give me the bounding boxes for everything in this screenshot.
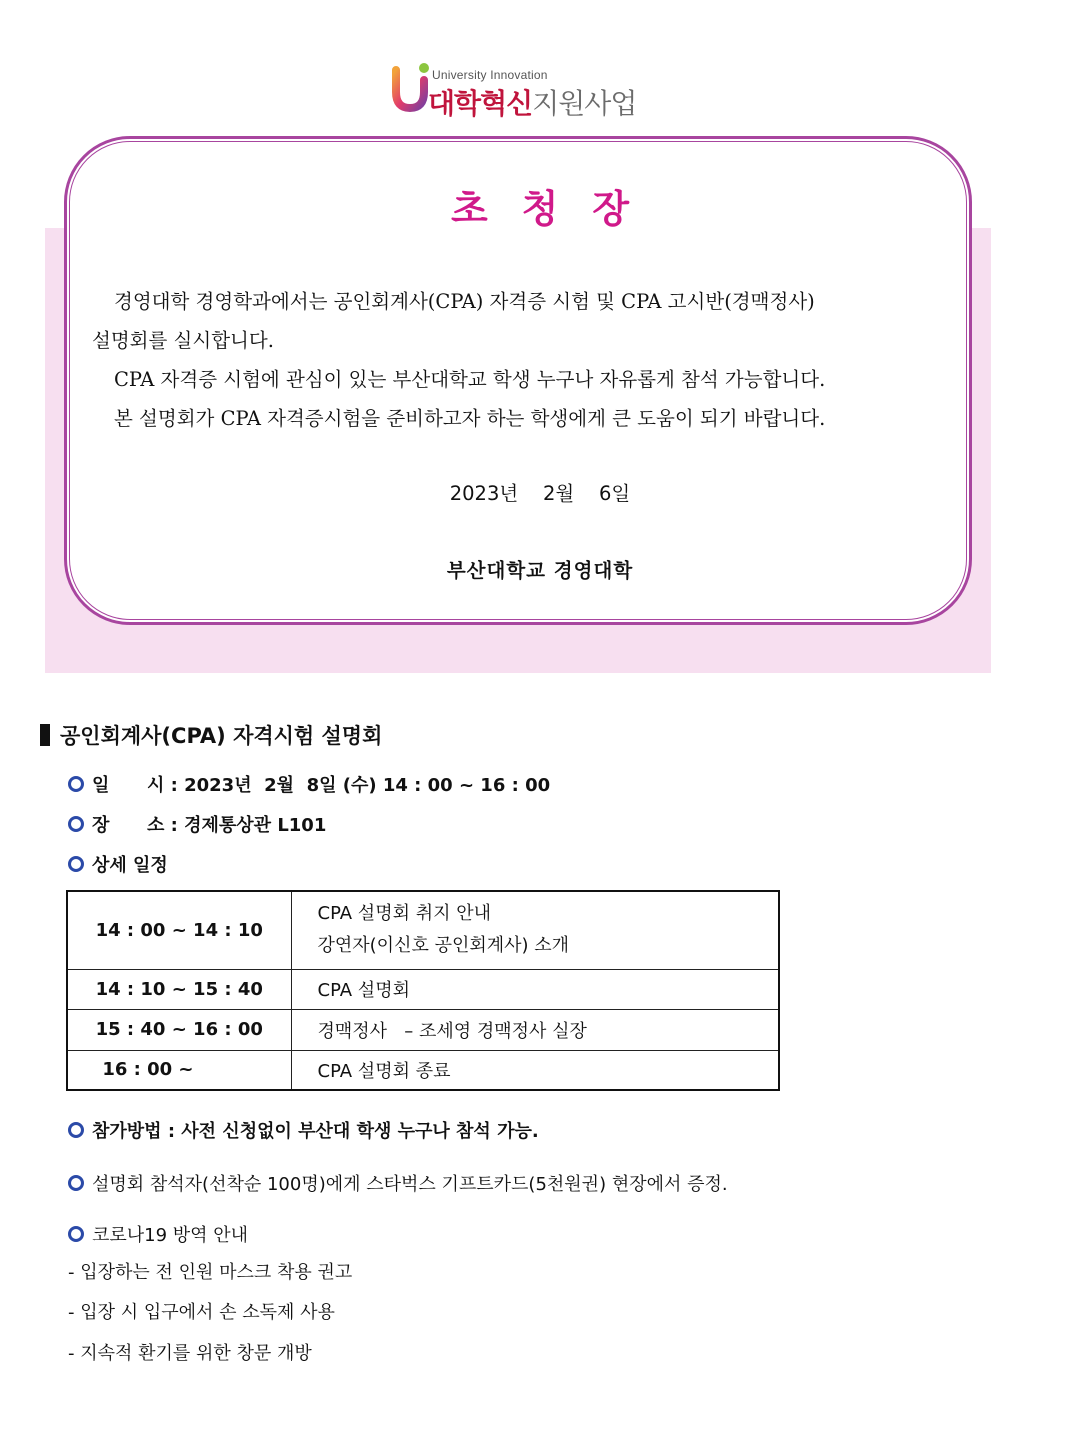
schedule-time: 15 : 40 ~ 16 : 00 (67, 1009, 291, 1050)
participation-text: 참가방법 : 사전 신청없이 부산대 학생 누구나 참석 가능. (92, 1121, 539, 1142)
table-row (67, 1050, 779, 1090)
university-innovation-logo (390, 56, 690, 120)
invitation-paragraph-3: 본 설명회가 CPA 자격증시험을 준비하고자 하는 학생에게 큰 도움이 되기 바랍니다. (114, 407, 826, 430)
logo-title-rest: 지원사업 (532, 87, 637, 120)
schedule-time: 14 : 00 ~ 14 : 10 (67, 891, 291, 969)
covid-title-line (68, 1221, 248, 1247)
ring-bullet-icon (68, 1122, 84, 1138)
place-line (68, 811, 326, 837)
schedule-time: 14 : 10 ~ 15 : 40 (67, 969, 291, 1009)
schedule-desc: CPA 설명회 종료 (291, 1050, 779, 1090)
schedule-desc: CPA 설명회 취지 안내 강연자(이신호 공인회계사) 소개 (291, 891, 779, 969)
schedule-desc: 경맥정사 – 조세영 경맥정사 실장 (291, 1009, 779, 1050)
section-marker-icon (40, 724, 50, 746)
invitation-paragraph-2: CPA 자격증 시험에 관심이 있는 부산대학교 학생 누구나 자유롭게 참석 가능합니다. (114, 368, 826, 391)
logo-title (428, 82, 636, 122)
invitation-body (92, 282, 952, 438)
invitation-paragraph-1-line-2: 설명회를 실시합니다. (92, 329, 274, 352)
datetime-line (68, 771, 550, 797)
schedule-label-line (68, 851, 168, 877)
ring-bullet-icon (68, 776, 84, 792)
covid-item: - 지속적 환기를 위한 창문 개방 (68, 1343, 312, 1364)
covid-item: - 입장 시 입구에서 손 소독제 사용 (68, 1302, 335, 1323)
gift-text: 설명회 참석자(선착순 100명)에게 스타벅스 기프트카드(5천원권) 현장에서 증정. (92, 1174, 728, 1195)
place-text: 장 소 : 경제통상관 L101 (92, 815, 327, 836)
invitation-paragraph-1-line-1: 경영대학 경영학과에서는 공인회계사(CPA) 자격증 시험 및 CPA 고시반(경맥정사) (114, 290, 815, 313)
datetime-text: 일 시 : 2023년 2월 8일 (수) 14 : 00 ~ 16 : 00 (92, 775, 551, 796)
schedule-label-text: 상세 일정 (92, 855, 168, 876)
gift-line (68, 1170, 728, 1196)
covid-title-text: 코로나19 방역 안내 (92, 1225, 249, 1246)
table-row (67, 1009, 779, 1050)
schedule-table (66, 890, 780, 1091)
ring-bullet-icon (68, 856, 84, 872)
ring-bullet-icon (68, 1175, 84, 1191)
ring-bullet-icon (68, 816, 84, 832)
participation-line (68, 1117, 539, 1143)
section-title-text: 공인회계사(CPA) 자격시험 설명회 (60, 724, 383, 748)
covid-item: - 입장하는 전 인원 마스크 착용 권고 (68, 1262, 353, 1283)
schedule-desc: CPA 설명회 (291, 969, 779, 1009)
logo-title-highlight: 대학혁신 (428, 87, 533, 120)
invitation-date: 2023년 2월 6일 (449, 482, 631, 505)
table-row (67, 969, 779, 1009)
invitation-organization: 부산대학교 경영대학 (446, 559, 634, 582)
logo-subtitle: University Innovation (432, 68, 548, 82)
schedule-time: 16 : 00 ~ (67, 1050, 291, 1090)
ring-bullet-icon (68, 1226, 84, 1242)
section-title (40, 720, 382, 750)
invitation-title: 초청장 (450, 186, 664, 231)
table-row (67, 891, 779, 969)
logo-u-mark-icon (390, 58, 430, 114)
